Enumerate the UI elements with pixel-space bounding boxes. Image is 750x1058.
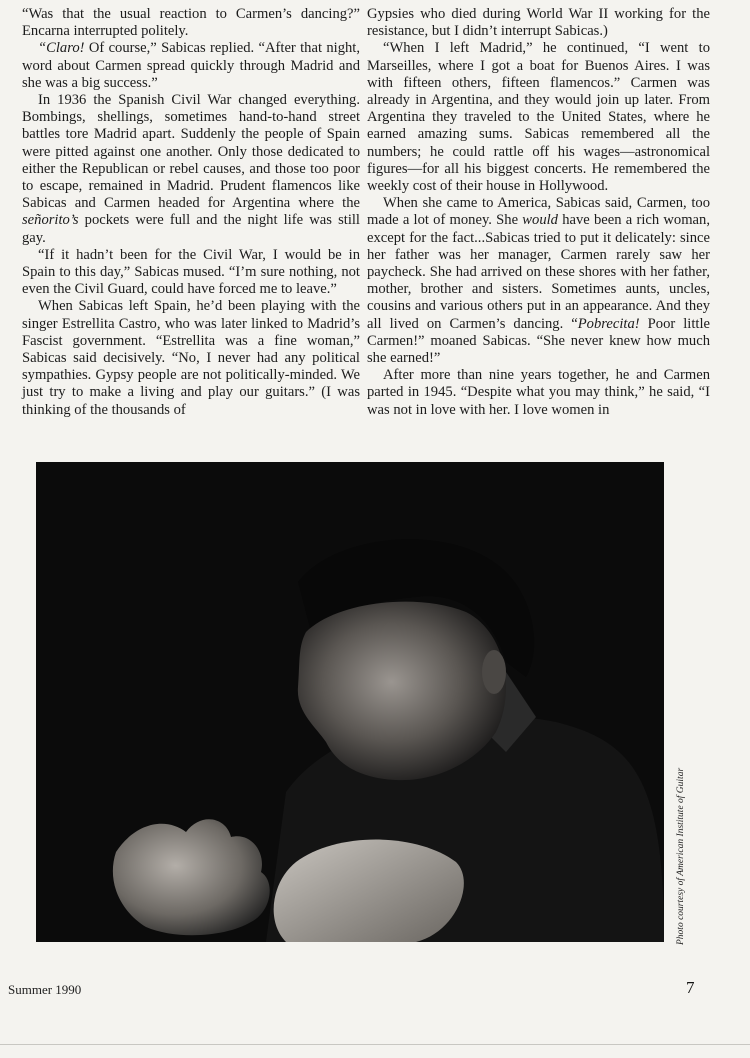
- paragraph: When she came to America, Sabicas said, Carmen, too made a lot of money. She would have been a rich woman, except for the fact...Sabicas tried to put it delicately: since her father was her manager, Carmen rarely saw her paycheck. She had arrived on these shores with her father, mother, brother and sisters. Sometimes aunts, uncles, cousins and various others put in an appearance. And they all lived on Carmen’s dancing. “Pobrecita! Poor little Carmen!” moaned Sabicas. “She never knew how much she earned!”: [367, 195, 710, 367]
- page-number: 7: [686, 978, 695, 997]
- paragraph: When Sabicas left Spain, he’d been playing with the singer Estrellita Castro, who was later linked to Madrid’s Fascist government. “Estrellita was a fine woman,” Sabicas said decisively. “No, I never had any political sympathies. Gypsy people are not politically-minded. We just try to make a living and play our guitars.” (I was thinking of the thousands of: [22, 298, 360, 418]
- paragraph: In 1936 the Spanish Civil War changed everything. Bombings, shellings, sometimes hand-to-hand street battles tore Madrid apart. Suddenly the people of Spain were pitted against one another. Only those dedicated to either the Republican or rebel causes, and those too poor to escape, remained in Madrid. Prudent flamencos like Sabicas and Carmen headed for Argentina where the señorito’s pockets were full and the night life was still gay.: [22, 92, 360, 246]
- emphasis-text: would: [522, 212, 558, 229]
- left-column: [22, 6, 360, 419]
- paragraph: “Was that the usual reaction to Carmen’s dancing?” Encarna interrupted politely.: [22, 6, 360, 40]
- paragraph: “When I left Madrid,” he continued, “I went to Marseilles, where I got a boat for Buenos Aires. I was with fifteen others, fifteen flamencos.” Carmen was already in Argentina, and they would join up later. From Argentina they traveled to the United States, where he earned amazing sums. Sabicas remembered all the numbers; he could rattle off his wages—astronomical figures—for all his biggest concerts. He remembered the weekly cost of their house in Hollywood.: [367, 40, 710, 195]
- emphasis-text: Pobrecita!: [577, 315, 640, 332]
- paragraph: “If it hadn’t been for the Civil War, I would be in Spain to this day,” Sabicas mused. “I’m sure nothing, not even the Civil Guard, could have forced me to leave.”: [22, 246, 360, 298]
- emphasis-text: señorito’s: [22, 212, 79, 229]
- portrait-photo: [36, 462, 664, 942]
- photo-credit: Photo courtesy of American Institute of Guitar: [676, 767, 686, 945]
- paragraph: “Claro! Of course,” Sabicas replied. “After that night, word about Carmen spread quickly through Madrid and she was a big success.”: [22, 40, 360, 91]
- emphasis-text: “Claro!: [38, 40, 85, 57]
- issue-date: Summer 1990: [8, 982, 82, 997]
- paragraph: Gypsies who died during World War II working for the resistance, but I didn’t interrupt Sabicas.): [367, 6, 710, 40]
- paragraph: After more than nine years together, he and Carmen parted in 1945. “Despite what you may think,” he said, “I was not in love with her. I love women in: [367, 367, 710, 418]
- right-column: [367, 6, 710, 419]
- bottom-rule: [0, 1044, 750, 1045]
- portrait-image: [36, 462, 664, 942]
